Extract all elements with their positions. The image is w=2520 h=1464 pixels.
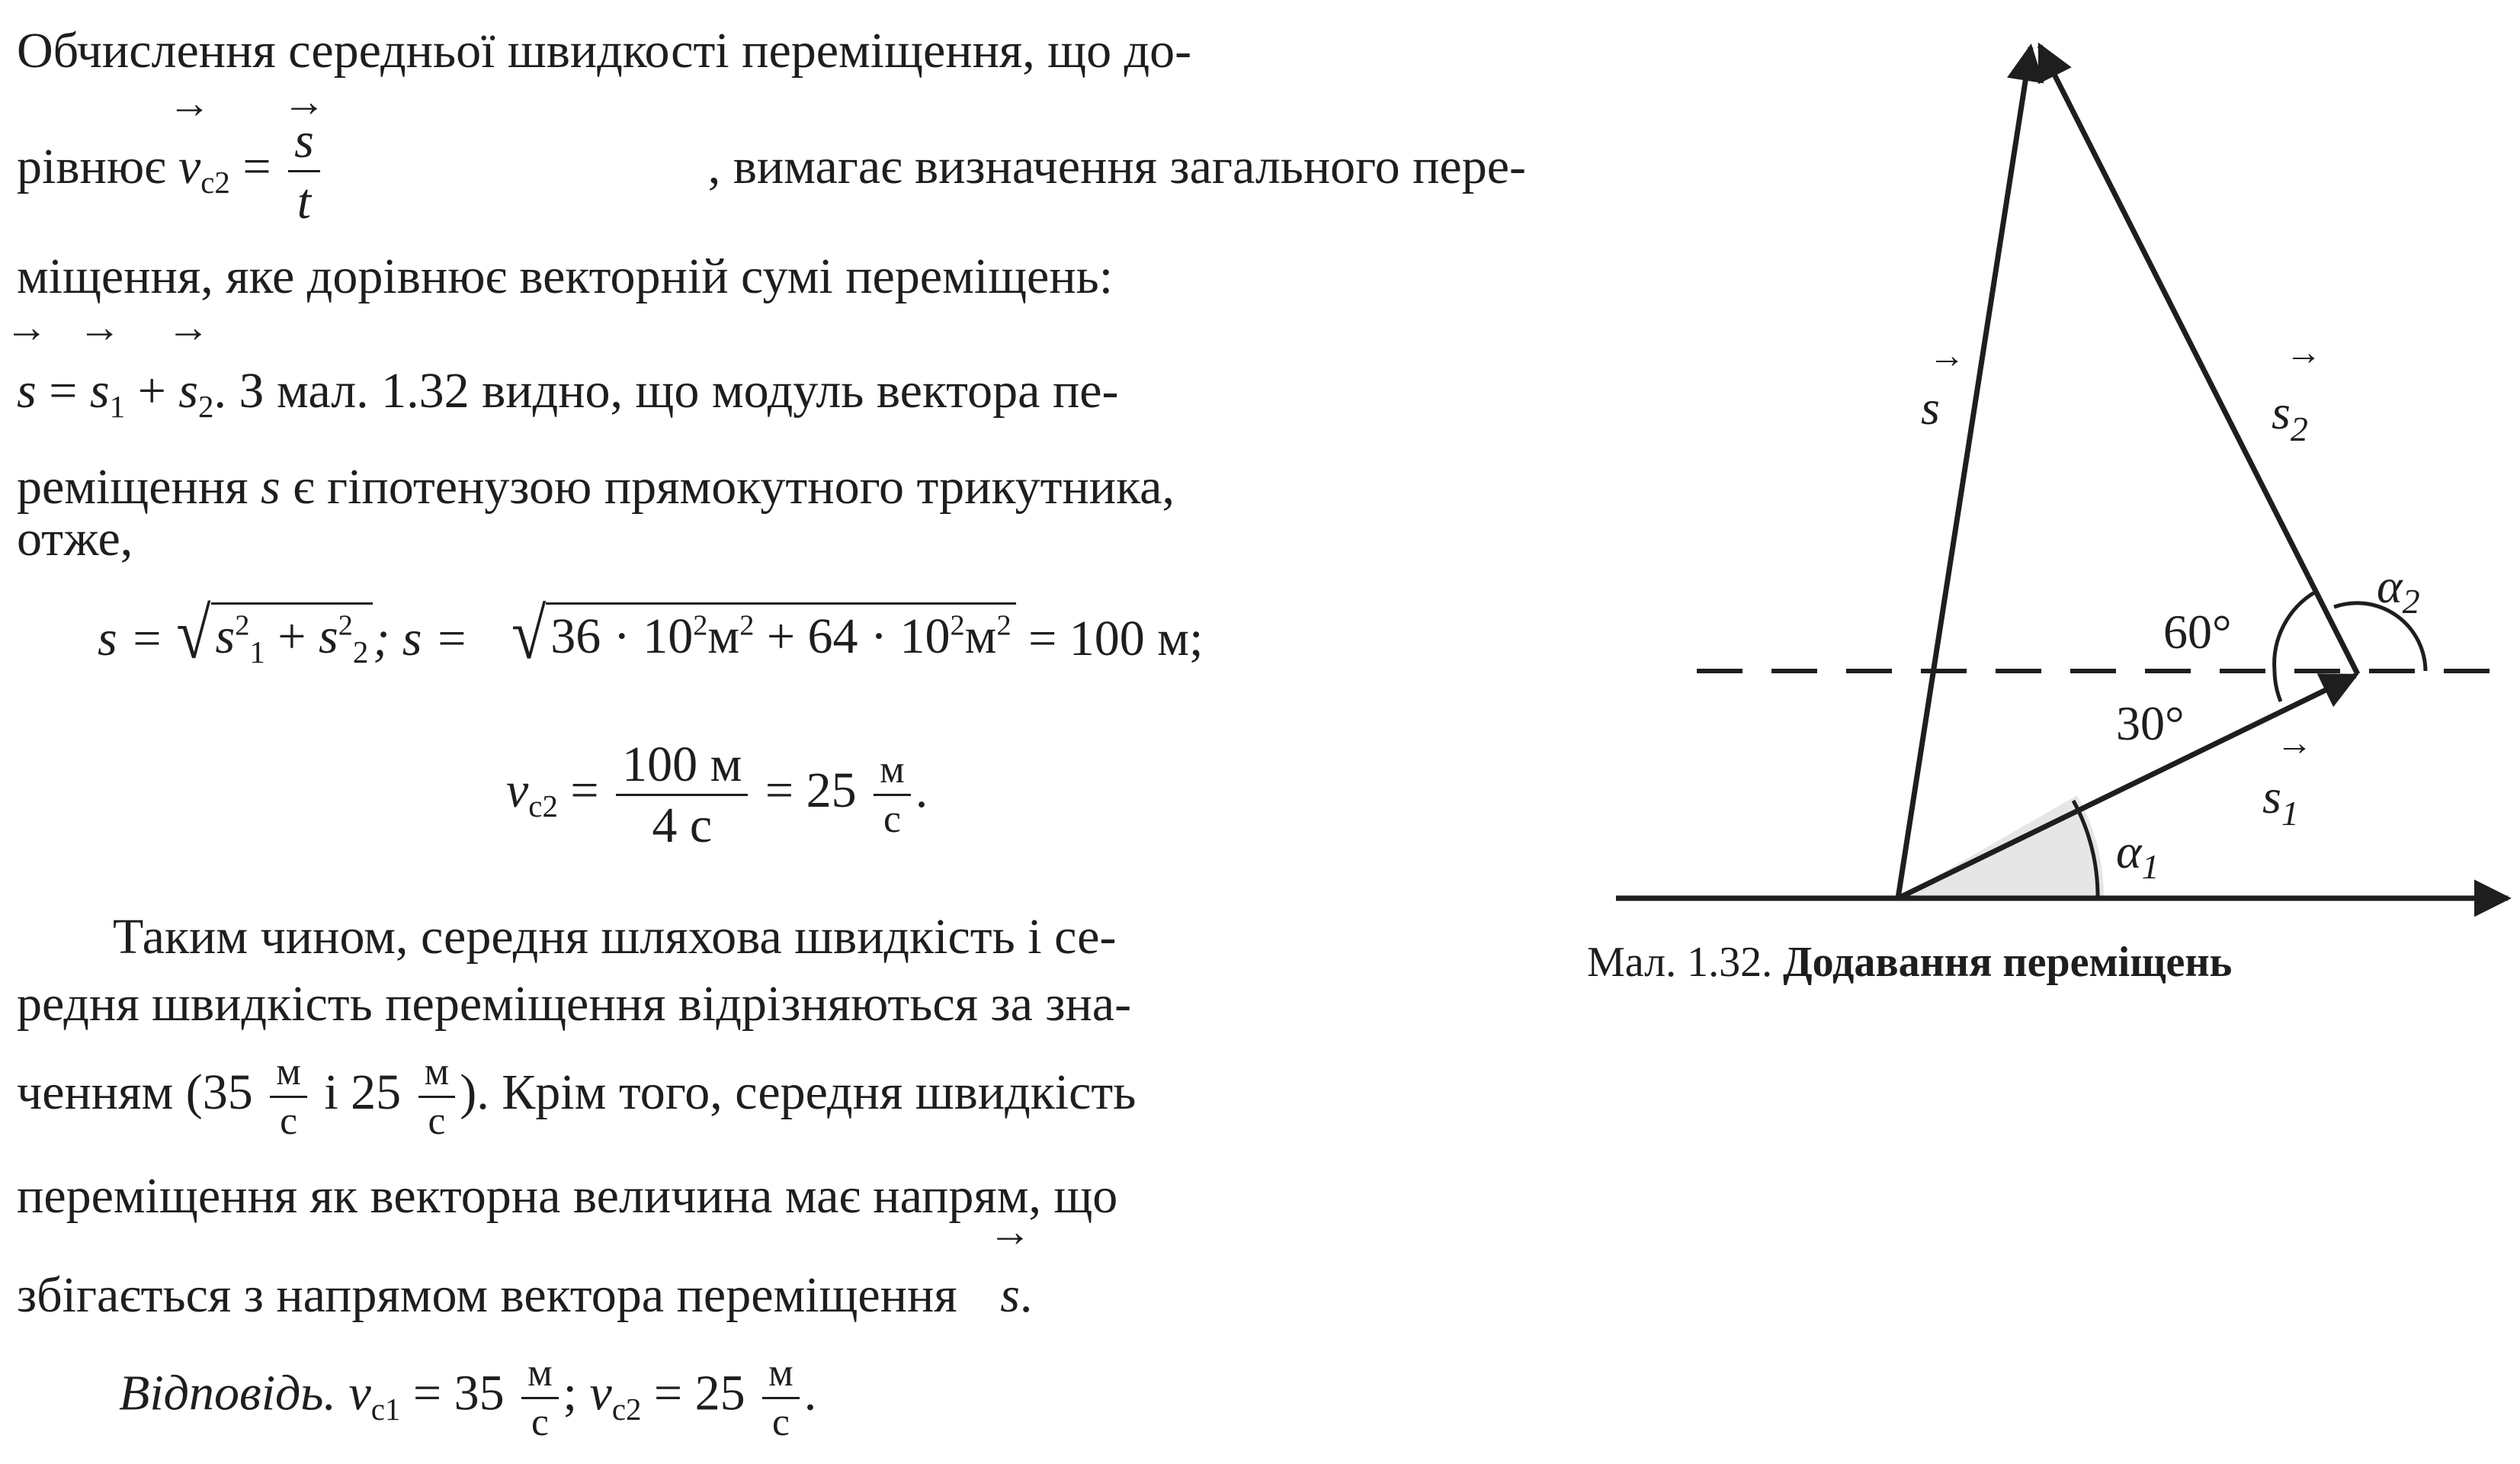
- fraction-denominator: t: [297, 174, 312, 230]
- fraction-numerator: → s: [294, 114, 314, 167]
- angle-60-label: 60°: [2163, 605, 2232, 659]
- text-fragment: є гіпотенузою прямокутного трикутника,: [293, 459, 1175, 515]
- equals-sign: =: [242, 138, 271, 194]
- caption-number: Мал. 1.32.: [1587, 939, 1773, 986]
- angle-60-arc: [2275, 592, 2316, 671]
- period: .: [803, 1365, 817, 1421]
- alpha1-subscript: 1: [2141, 847, 2159, 886]
- alpha2-letter: α: [2377, 559, 2403, 613]
- fraction-numerator: 100 м: [616, 738, 748, 796]
- unit-numerator: м: [270, 1051, 307, 1098]
- displacement-vector: → s: [17, 340, 37, 442]
- alpha1-letter: α: [2116, 824, 2142, 878]
- vector-arrow-glyph: →: [2276, 723, 2313, 763]
- equation-lhs: s =: [98, 611, 164, 666]
- variable-s: s: [261, 459, 281, 515]
- equation-sep: ; s =: [373, 611, 469, 666]
- text-fragment: ). Крім того, середня швидкість: [460, 1064, 1137, 1120]
- velocity-vector: → v: [178, 116, 200, 218]
- label-s1-letter: s: [2262, 769, 2281, 824]
- text-fragment: ченням (35: [17, 1064, 253, 1120]
- answer-value: = 35: [412, 1365, 505, 1421]
- subscript: c2: [611, 1392, 642, 1427]
- vector-arrow-glyph: →: [1928, 336, 1965, 376]
- text-line: переміщення як векторна величина має напрям, що: [17, 1168, 1118, 1224]
- label-s: s: [1921, 380, 1940, 435]
- text-line: отже,: [17, 511, 133, 567]
- vector-s-arrow: [1898, 47, 2031, 898]
- text-line: міщення, яке дорівнює векторній сумі переміщень:: [17, 249, 1114, 304]
- radicand: + 64 · 10: [754, 608, 951, 664]
- angle-30-label: 30°: [2116, 696, 2185, 750]
- answer-label: Відповідь.: [119, 1365, 336, 1421]
- caption-title: Додавання переміщень: [1783, 939, 2233, 986]
- text-fragment: і 25: [324, 1064, 402, 1120]
- unit: м: [707, 608, 740, 664]
- separator: ;: [563, 1365, 578, 1421]
- variable-v: v: [506, 762, 529, 818]
- displacement-vector: → s: [1000, 1244, 1020, 1347]
- displacement-vector-1: → s: [90, 340, 110, 442]
- unit-denominator: с: [428, 1100, 446, 1144]
- equation-result: = 25: [765, 762, 857, 818]
- label-s2-subscript: 2: [2290, 409, 2308, 448]
- square-root: √ $s^2_1 + s^2_2$: [176, 602, 373, 670]
- subscript: c1: [370, 1392, 401, 1427]
- subscript: 2: [197, 390, 214, 425]
- text-fragment: реміщення: [17, 459, 248, 515]
- unit-numerator: м: [418, 1051, 456, 1098]
- text-fragment: збігається з напрямом вектора переміщення: [17, 1267, 957, 1323]
- text-fragment: . З мал. 1.32 видно, що модуль вектора пе-: [213, 363, 1119, 419]
- unit-numerator: м: [521, 1353, 559, 1399]
- label-s2-letter: s: [2272, 385, 2291, 439]
- radicand: 36 · 10: [550, 608, 694, 664]
- angle-30-arc: [2275, 671, 2281, 702]
- square-root: √ $36 \cdot 10^2м^2 + 64 \cdot 10^2м^2$: [511, 602, 1016, 666]
- subscript: 1: [109, 390, 126, 425]
- radicand: s: [215, 608, 236, 664]
- text-fragment: рівнює: [17, 138, 166, 194]
- text-fragment: , вимагає визначення загального пере-: [707, 138, 1526, 194]
- subscript: c2: [200, 165, 230, 201]
- alpha2-label: [2377, 559, 2420, 621]
- unit: м: [964, 608, 997, 664]
- text-line: Обчислення середньої швидкості переміщення, що до-: [17, 23, 1192, 79]
- plus-sign: +: [137, 363, 166, 419]
- alpha1-label: [2116, 824, 2159, 886]
- variable-v: v: [348, 1365, 371, 1421]
- label-s2: [2272, 385, 2308, 448]
- unit-denominator: с: [280, 1100, 297, 1144]
- text-line: Таким чином, середня шляхова швидкість і се-: [113, 909, 1117, 965]
- unit-denominator: с: [772, 1401, 790, 1445]
- alpha2-subscript: 2: [2402, 582, 2420, 621]
- vector-arrow-glyph: →: [2285, 332, 2322, 373]
- unit-denominator: с: [531, 1401, 549, 1445]
- equation-result: = 100 м;: [1028, 611, 1204, 666]
- figure-caption: [1587, 938, 2232, 987]
- subscript: c2: [528, 789, 558, 824]
- unit-denominator: с: [883, 798, 901, 842]
- label-s1: [2262, 769, 2299, 833]
- period: .: [915, 762, 928, 818]
- variable-v: v: [589, 1365, 612, 1421]
- unit-numerator: м: [874, 750, 911, 796]
- answer-value: = 25: [653, 1365, 745, 1421]
- period: .: [1019, 1267, 1033, 1323]
- displacement-vector-2: → s: [178, 340, 198, 442]
- text-line: редня швидкість переміщення відрізняються за зна-: [17, 976, 1132, 1032]
- label-s1-subscript: 1: [2281, 794, 2299, 833]
- fraction-denominator: 4 с: [652, 798, 713, 854]
- equals-sign: =: [570, 762, 599, 818]
- unit-numerator: м: [762, 1353, 800, 1399]
- equals-sign: =: [49, 363, 78, 419]
